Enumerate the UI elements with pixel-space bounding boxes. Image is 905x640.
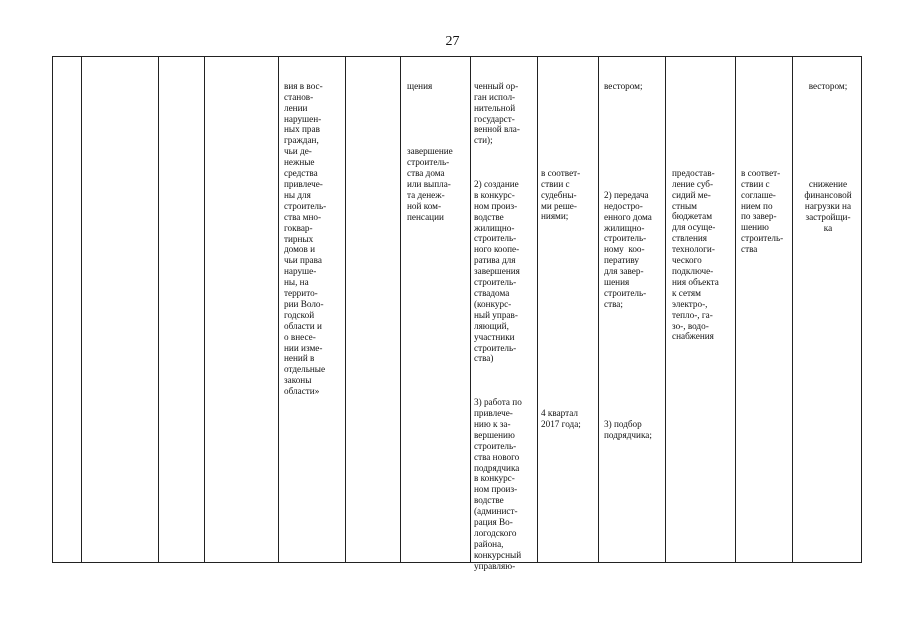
cell-col9 [604, 59, 652, 452]
cell-text: 4 квартал 2017 года; [541, 407, 581, 429]
column-divider [537, 56, 538, 563]
cell-col8 [541, 146, 581, 440]
cell-text: ченный ор- ган испол- нительной государст- венной вла- сти); [474, 80, 520, 146]
cell-text: щения [407, 80, 433, 91]
column-divider [598, 56, 599, 563]
cell-col10 [672, 146, 719, 353]
cell-col7 [474, 59, 522, 582]
cell-col12 [796, 59, 860, 244]
column-divider [278, 56, 279, 563]
cell-text: в соответ- ствии с соглаше- нием по по завер- шению строитель- ства [741, 167, 784, 255]
cell-text: вия в вос- станов- лении нарушен- ных прав граждан, чьи де- нежные средства привлече- ны для строитель- ства мно- гоквар- тирных домов и чьи права наруше- ны, на террито- рии Воло- годской области и о внесе- нии изме- нений в отдельные законы области» [284, 80, 327, 397]
cell-text: 3) подбор подрядчика; [604, 418, 652, 440]
cell-text: 3) работа по привлече- нию к за- вершению строитель- ства нового подрядчика в конкурс- ном произ- водстве (админист- рация Во- логодского района, конкурсный управляю- [474, 397, 522, 571]
cell-text: в соответ- ствии с судебны- ми реше- ниями; [541, 167, 581, 222]
column-divider [735, 56, 736, 563]
column-divider [345, 56, 346, 563]
column-divider [792, 56, 793, 563]
cell-col6 [407, 59, 453, 233]
column-divider [665, 56, 666, 563]
page-number: 27 [445, 34, 460, 49]
cell-text: предостав- ление суб- сидий ме- стным бюджетам для осуще- ствления технологи- ческого подключе- ния объекта к сетям электро-, тепло-, га- зо-, водо- снабжения [672, 167, 719, 342]
cell-text: 2) создание в конкурс- ном произ- водстве жилищно- строитель- ного коопе- ратива для завершения строитель- ствадома (конкурс- ный управ- ляющий, участники строитель- ства) [474, 178, 520, 364]
cell-text: вестором; [808, 80, 848, 91]
cell-text: снижение финансовой нагрузки на застройщи- ка [804, 178, 852, 233]
cell-text: 2) передача недостро- енного дома жилищно- строитель- ному коо- перативу для завер- шения строитель- ства; [604, 189, 652, 309]
cell-col11 [741, 146, 783, 266]
column-divider [81, 56, 82, 563]
cell-text: завершение строитель- ства дома или выпла- та денеж- ной ком- пенсации [407, 146, 453, 222]
cell-text: вестором; [604, 80, 643, 91]
column-divider [400, 56, 401, 563]
table-frame [52, 56, 862, 563]
column-divider [204, 56, 205, 563]
cell-col4 [284, 59, 326, 408]
column-divider [158, 56, 159, 563]
column-divider [470, 56, 471, 563]
